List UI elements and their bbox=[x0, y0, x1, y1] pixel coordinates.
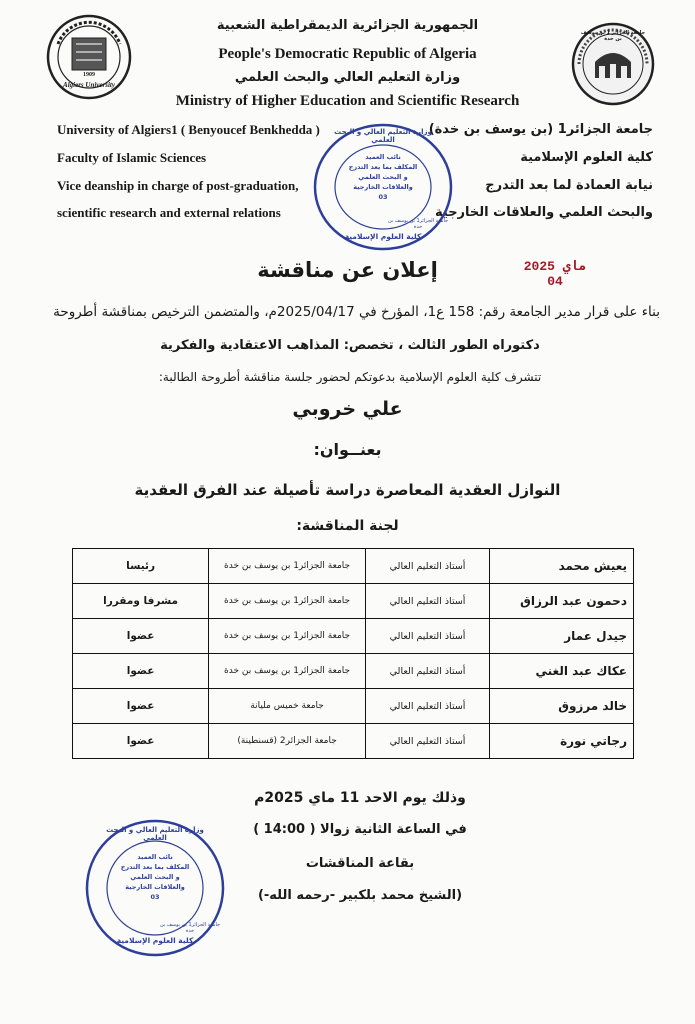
member-university: جامعة الجزائر1 بن يوسف بن خدة bbox=[209, 654, 366, 689]
institution-ar-line-1: جامعة الجزائر1 (بن يوسف بن خدة) bbox=[428, 122, 653, 137]
stamp-number: 03 bbox=[378, 193, 388, 201]
member-name: رجاتي نورة bbox=[490, 724, 634, 759]
stamp-inner-line: والعلاقات الخارجية bbox=[353, 183, 413, 191]
member-role: رئيسا bbox=[73, 549, 209, 584]
header-republic-en: People's Democratic Republic of Algeria bbox=[218, 46, 477, 62]
university-algiers1-logo bbox=[571, 22, 655, 110]
member-role: عضوا bbox=[73, 619, 209, 654]
member-name: دحمون عبد الرزاق bbox=[490, 584, 634, 619]
header-republic-ar: الجمهورية الجزائرية الديمقراطية الشعبية bbox=[216, 18, 479, 33]
member-name: خالد مرزوق bbox=[490, 689, 634, 724]
member-rank: أستاذ التعليم العالي bbox=[365, 689, 489, 724]
stamp-inner-line: و البحث العلمي bbox=[358, 173, 408, 181]
institution-ar-line-3: نيابة العمادة لما بعد التدرج bbox=[485, 178, 653, 193]
stamp-inner-line: المكلف بما بعد التدرج bbox=[348, 163, 418, 171]
member-name: يعيش محمد bbox=[490, 549, 634, 584]
institution-ar-line-4: والبحث العلمي والعلاقات الخارجية bbox=[435, 205, 653, 220]
stamp-inner-line: نائب العميد bbox=[137, 853, 173, 861]
schedule-hall-label: بقاعة المناقشات bbox=[305, 856, 415, 871]
schedule-time: في الساعة الثانية زوالا ( 14:00 ) bbox=[253, 822, 467, 837]
table-row bbox=[73, 689, 634, 724]
title-label: بعنــوان: bbox=[313, 440, 382, 459]
stamp-side: جامعة الجزائر1 بن يوسف بن خدة bbox=[159, 922, 221, 934]
schedule-hall-name: (الشيخ محمد بلكبير -رحمه الله-) bbox=[257, 888, 463, 903]
logo-caption-ar: جامعة الجزائر 1 بن يوسف بن خدة bbox=[580, 30, 646, 42]
member-university: جامعة الجزائر2 (قسنطينة) bbox=[209, 724, 366, 759]
stamp-inner-line: المكلف بما بعد التدرج bbox=[120, 863, 190, 871]
table-row bbox=[73, 549, 634, 584]
thesis-title: النوازل العقدية المعاصرة دراسة تأصيلة عند الفرق العقدية bbox=[134, 481, 561, 499]
stamp-inner-line: نائب العميد bbox=[365, 153, 401, 161]
member-university: جامعة الجزائر1 بن يوسف بن خدة bbox=[209, 619, 366, 654]
member-university: جامعة الجزائر1 بن يوسف بن خدة bbox=[209, 584, 366, 619]
header-ministry-ar: وزارة التعليم العالي والبحث العلمي bbox=[234, 70, 461, 85]
candidate-name: علي خروبي bbox=[292, 398, 403, 420]
member-rank: أستاذ التعليم العالي bbox=[365, 584, 489, 619]
logo-caption: Algiers University bbox=[63, 81, 115, 89]
stamp-inner-line: والعلاقات الخارجية bbox=[125, 883, 185, 891]
member-university: جامعة خميس مليانة bbox=[209, 689, 366, 724]
program-line: دكتوراه الطور الثالث ، تخصص: المذاهب الاعتقادية والفكرية bbox=[160, 338, 540, 353]
header-ministry-en: Ministry of Higher Education and Scientific Research bbox=[175, 93, 520, 109]
member-university: جامعة الجزائر1 بن يوسف بن خدة bbox=[209, 549, 366, 584]
table-row bbox=[73, 619, 634, 654]
member-rank: أستاذ التعليم العالي bbox=[365, 549, 489, 584]
stamp-outer-bottom: كلية العلوم الإسلامية bbox=[344, 232, 422, 241]
institution-en-line-3: Vice deanship in charge of post-graduation, bbox=[57, 178, 299, 193]
institution-ar-line-2: كلية العلوم الإسلامية bbox=[520, 150, 653, 165]
institution-en-line-2: Faculty of Islamic Sciences bbox=[57, 150, 207, 165]
committee-table bbox=[72, 548, 634, 759]
announcement-title: إعلان عن مناقشة bbox=[257, 258, 438, 282]
invitation-line: تتشرف كلية العلوم الإسلامية بدعوتكم لحضور جلسة مناقشة أطروحة الطالبة: bbox=[158, 370, 542, 384]
stamp-side: جامعة الجزائر1 بن يوسف بن خدة bbox=[387, 218, 449, 230]
member-role: عضوا bbox=[73, 654, 209, 689]
decision-line: بناء على قرار مدير الجامعة رقم: 158 ع1، المؤرخ في 2025/04/17م، والمتضمن الترخيص بمناقشة أطروحة bbox=[53, 304, 660, 320]
member-rank: أستاذ التعليم العالي bbox=[365, 654, 489, 689]
official-stamp-top bbox=[312, 122, 454, 252]
member-rank: أستاذ التعليم العالي bbox=[365, 724, 489, 759]
member-rank: أستاذ التعليم العالي bbox=[365, 619, 489, 654]
stamp-outer-top: وزارة التعليم العالي و البحث العلمي bbox=[334, 128, 432, 144]
member-name: عكاك عبد الغني bbox=[490, 654, 634, 689]
institution-en-line-4: scientific research and external relations bbox=[57, 205, 281, 220]
schedule-day: وذلك يوم الاحد 11 ماي 2025م bbox=[254, 790, 466, 806]
member-name: جيدل عمار bbox=[490, 619, 634, 654]
logo-year: 1909 bbox=[83, 72, 95, 78]
stamp-outer-bottom: كلية العلوم الإسلامية bbox=[116, 936, 194, 945]
stamp-inner-line: و البحث العلمي bbox=[130, 873, 180, 881]
member-role: عضوا bbox=[73, 689, 209, 724]
algiers-university-logo bbox=[46, 14, 132, 104]
official-stamp-bottom bbox=[84, 818, 226, 958]
table-row bbox=[73, 584, 634, 619]
committee-label: لجنة المناقشة: bbox=[296, 518, 399, 534]
member-role: عضوا bbox=[73, 724, 209, 759]
institution-en-line-1: University of Algiers1 ( Benyoucef Benkhedda ) bbox=[57, 122, 320, 137]
table-row bbox=[73, 654, 634, 689]
stamp-outer-top: وزارة التعليم العالي و البحث العلمي bbox=[106, 826, 204, 842]
table-row bbox=[73, 724, 634, 759]
stamp-number: 03 bbox=[150, 893, 160, 901]
date-stamp: 2025 ماي 04 bbox=[523, 259, 587, 289]
member-role: مشرفا ومقررا bbox=[73, 584, 209, 619]
